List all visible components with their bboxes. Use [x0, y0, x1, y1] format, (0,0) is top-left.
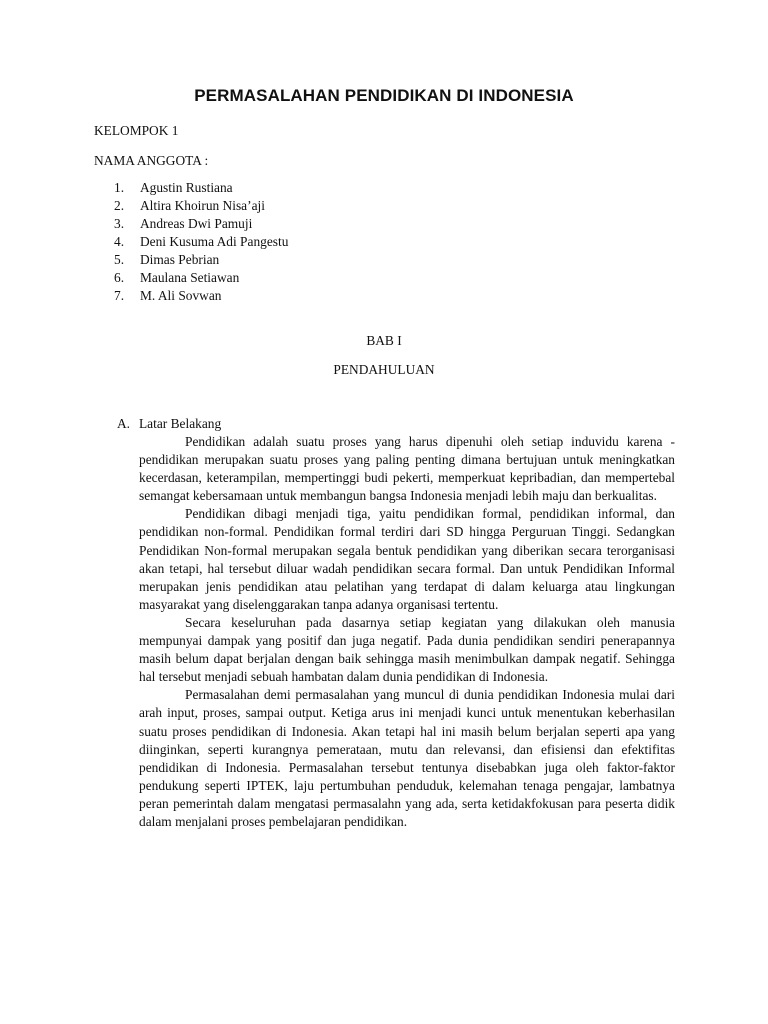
section-body: [139, 433, 675, 831]
paragraph: Pendidikan adalah suatu proses yang harus dipenuhi oleh setiap induvidu karena -pendidikan merupakan suatu proses yang paling penting dimana bertujuan untuk meningkatkan kecerdasan, keterampilan, mempertinggi budi pekerti, memperkuat kepribadian, dan mempertebal semangat kebersamaan untuk membangun bangsa Indonesia menjadi lebih maju dan berkualitas.: [139, 434, 675, 504]
section-letter: A.: [117, 416, 131, 431]
list-item: [114, 287, 288, 305]
section-heading: [117, 416, 221, 432]
list-number: 2.: [114, 198, 125, 213]
member-name: Dimas Pebrian: [140, 252, 220, 267]
list-item: [114, 179, 288, 197]
list-item: [114, 197, 288, 215]
list-item: [114, 233, 288, 251]
member-name: Maulana Setiawan: [140, 270, 240, 285]
list-number: 3.: [114, 216, 125, 231]
member-name: Agustin Rustiana: [140, 180, 233, 195]
member-name: Deni Kusuma Adi Pangestu: [140, 234, 289, 249]
paragraph: Secara keseluruhan pada dasarnya setiap kegiatan yang dilakukan oleh manusia mempunyai dampak yang positif dan juga negatif. Pada dunia pendidikan sendiri penerapannya masih belum dapat berjalan dengan baik sehingga masih menimbulkan dampak negatif. Sehingga hal tersebut menjadi sebuah hambatan dalam dunia pendidikan di Indonesia.: [139, 614, 675, 685]
list-item: [114, 215, 288, 233]
list-number: 5.: [114, 252, 125, 267]
member-name: Andreas Dwi Pamuji: [140, 216, 253, 231]
chapter-heading: BAB I: [366, 333, 402, 348]
section-title: Latar Belakang: [139, 416, 222, 431]
list-number: 1.: [114, 180, 125, 195]
list-item: [114, 269, 288, 287]
member-name: M. Ali Sovwan: [140, 288, 222, 303]
member-list: [114, 179, 288, 305]
document-title: PERMASALAHAN PENDIDIKAN DI INDONESIA: [194, 86, 574, 105]
paragraph: Permasalahan demi permasalahan yang muncul di dunia pendidikan Indonesia mulai dari arah input, proses, sampai output. Ketiga arus ini menjadi kunci untuk menentukan keberhasilan suatu proses pendidikan di Indonesia. Akan tetapi hal ini masih belum berjalan seperti apa yang diinginkan, seperti kurangnya pemerataan, mutu dan relevansi, dan efisiensi dan efektifitas pendidikan di Indonesia. Permasalahan tersebut tentunya disebabkan juga oleh faktor-faktor pendukung seperti IPTEK, laju pertumbuhan penduduk, kelemahan tenaga pengajar, lambatnya peran pemerintah dalam mengatasi permasalahn yang ada, serta ketidakfokusan para peserta didik dalam menjalani proses pembelajaran pendidikan.: [139, 687, 675, 829]
member-name: Altira Khoirun Nisa’aji: [140, 198, 265, 213]
chapter-title: PENDAHULUAN: [333, 362, 435, 377]
members-label: NAMA ANGGOTA :: [94, 153, 209, 168]
list-number: 4.: [114, 234, 125, 249]
paragraph: Pendidikan dibagi menjadi tiga, yaitu pendidikan formal, pendidikan informal, dan pendidikan non-formal. Pendidikan formal terdiri dari SD hingga Perguruan Tinggi. Sedangkan Pendidikan Non-formal merupakan segala bentuk pendidikan yang diberikan secara terorganisasi akan tetapi, hal tersebut diluar wadah pendidikan secara formal. Dan untuk Pendidikan Informal merupakan jenis pendidikan atau pelatihan yang terdapat di dalam keluarga atau lingkungan masyarakat yang diselenggarakan tanpa adanya organisasi tertentu.: [139, 506, 675, 612]
list-number: 7.: [114, 288, 125, 303]
list-item: [114, 251, 288, 269]
list-number: 6.: [114, 270, 125, 285]
group-label: KELOMPOK 1: [94, 123, 179, 138]
